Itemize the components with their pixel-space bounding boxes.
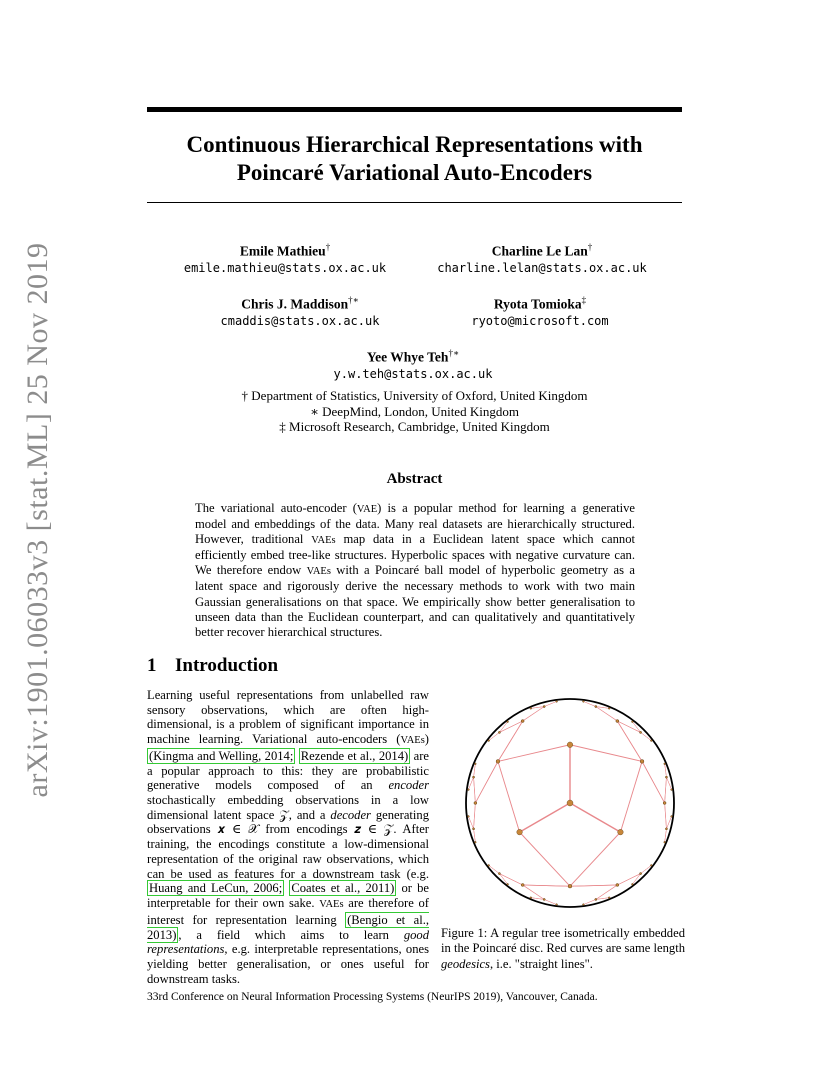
tree-node: [650, 865, 652, 867]
author-block-2: [392, 239, 692, 276]
citation-link[interactable]: Huang and LeCun, 2006;: [149, 881, 283, 896]
tree-node: [473, 776, 475, 778]
author-name: Charline Le Lan†: [491, 242, 593, 259]
tree-node: [521, 720, 524, 723]
arxiv-identifier-stamp: arXiv:1901.06033v3 [stat.ML] 25 Nov 2019: [21, 242, 54, 798]
tree-node: [530, 897, 532, 899]
tree-node: [616, 720, 619, 723]
geodesic-edge: [620, 761, 642, 832]
tree-node: [473, 828, 475, 830]
tree-node: [474, 802, 477, 805]
tree-node: [616, 884, 619, 887]
tree-node: [664, 763, 666, 765]
title-line-2: Poincaré Variational Auto-Encoders: [236, 160, 593, 185]
geodesic-edge: [523, 885, 570, 886]
tree-node: [475, 841, 477, 843]
citation-link[interactable]: (Bengio et al., 2013): [147, 912, 429, 942]
tree-node: [640, 760, 644, 764]
author-name: Yee Whye Teh†∗: [366, 348, 460, 365]
tree-node: [507, 721, 509, 723]
author-email[interactable]: emile.mathieu@stats.ox.ac.uk: [183, 260, 387, 275]
geodesic-edge: [570, 803, 620, 832]
tree-node: [671, 816, 673, 818]
geodesic-edge: [498, 745, 570, 762]
tree-node: [517, 829, 523, 835]
geodesic-edge: [665, 777, 667, 803]
geodesic-edge: [475, 761, 498, 803]
author-block-4: [390, 292, 690, 329]
geodesic-edge: [570, 832, 620, 886]
citation-link[interactable]: Rezende et al., 2014): [300, 748, 409, 763]
tree-node: [530, 708, 532, 710]
affiliations: [147, 388, 682, 435]
affiliation-oxford: † Department of Statistics, University of Oxford, United Kingdom: [241, 388, 588, 403]
figure-caption: Figure 1: A regular tree isometrically embedded in the Poincaré disc. Red curves are same length geodesics, i.e. "straight lines".: [441, 926, 685, 971]
tree-node: [567, 742, 573, 748]
conference-footer: 33rd Conference on Neural Information Processing Systems (NeurIPS 2019), Vancouver, Canada.: [147, 991, 598, 1003]
geodesic-edge: [570, 745, 642, 762]
tree-node: [595, 898, 597, 900]
title-bottom-rule: [147, 202, 682, 203]
geodesic-edge: [642, 761, 665, 803]
tree-node: [568, 884, 572, 888]
tree-node: [543, 706, 545, 708]
geodesic-edge: [570, 885, 617, 886]
citation-link[interactable]: (Kingma and Welling, 2014;: [149, 748, 294, 763]
tree-node: [498, 731, 500, 733]
author-name: Emile Mathieu†: [239, 242, 331, 259]
tree-node: [468, 789, 470, 791]
tree-node: [567, 800, 573, 806]
tree-node: [640, 731, 642, 733]
author-email[interactable]: ryoto@microsoft.com: [471, 313, 609, 328]
tree-node: [608, 708, 610, 710]
introduction-paragraph: Learning useful representations from unlabelled raw sensory observations, which are often high-dimensional, is a problem of significant importance in machine learning. Variational auto-encoders (VAEs) (Kingma and Welling, 2014; Rezende et al., 2014) are a popular approach to this: they are probabilistic generative models composed of an encoder stochastically embedding observations in a low dimensional latent space 𝒵, and a decoder generating observations 𝒙 ∈ 𝒳 from encodings 𝒛 ∈ 𝒵. After training, the encodings constitute a low-dimensional representation of the original raw observations, which can be used as features for a downstream task (e.g. Huang and LeCun, 2006; Coates et al., 2011) or be interpretable for their own sake. VAEs are therefore of interest for representation learning (Bengio et al., 2013) , a field which aims to learn good representations, e.g. interpretable representations, ones yielding better generalisation, or ones useful for downstream tasks.: [147, 688, 430, 986]
author-block-1: [135, 239, 435, 276]
paper-title: [147, 131, 682, 187]
tree-node: [498, 873, 500, 875]
geodesic-edge: [665, 803, 667, 829]
title-top-rule: [147, 107, 682, 112]
tree-node: [608, 897, 610, 899]
tree-node: [595, 706, 597, 708]
author-block-5: [263, 345, 563, 382]
tree-node: [488, 865, 490, 867]
tree-node: [488, 740, 490, 742]
tree-node: [665, 776, 667, 778]
tree-node: [650, 740, 652, 742]
figure-poincare-disc: [455, 688, 685, 918]
tree-node: [468, 816, 470, 818]
tree-node: [583, 904, 585, 906]
poincare-tree-graphic: [455, 688, 685, 918]
author-name: Ryota Tomioka‡: [493, 295, 587, 312]
abstract-text: The variational auto-encoder (VAE) is a popular method for learning a generative model and embeddings of the data. Many real datasets are hierarchically structured. However, traditional VAEs map data in a Euclidean latent space which cannot efficiently embed tree-like structures. Hyperbolic spaces with negative curvature can. We therefore endow VAEs with a Poincaré ball model of hyperbolic geometry as a latent space and rigorously derive the necessary methods to work with two main Gaussian generalisations on that space. We empirically show better generalisation to unseen data than the Euclidean counterpart, and can qualitatively and quantitatively better recover hierarchical structures.: [195, 501, 636, 639]
geodesic-edge: [520, 832, 570, 886]
tree-node: [618, 829, 624, 835]
tree-node: [521, 884, 524, 887]
tree-node: [640, 873, 642, 875]
tree-node: [496, 760, 500, 764]
tree-node: [583, 701, 585, 703]
citation-link[interactable]: Coates et al., 2011): [291, 881, 395, 896]
tree-node: [671, 789, 673, 791]
tree-node: [665, 828, 667, 830]
geodesic-edge: [498, 761, 520, 832]
author-email[interactable]: cmaddis@stats.ox.ac.uk: [220, 313, 380, 328]
tree-node: [475, 763, 477, 765]
tree-node: [507, 883, 509, 885]
geodesic-edge: [520, 803, 570, 832]
tree-node: [543, 898, 545, 900]
author-name: Chris J. Maddison†∗: [241, 295, 359, 312]
geodesic-edge: [474, 803, 476, 829]
tree-node: [632, 721, 634, 723]
abstract-heading: Abstract: [386, 471, 443, 487]
tree-node: [664, 841, 666, 843]
tree-node: [556, 701, 558, 703]
title-line-1: Continuous Hierarchical Representations with: [186, 132, 643, 157]
section-heading-introduction: 1 Introduction: [147, 655, 279, 676]
tree-node: [663, 802, 666, 805]
affiliation-deepmind: ∗ DeepMind, London, United Kingdom: [310, 403, 519, 419]
author-email[interactable]: y.w.teh@stats.ox.ac.uk: [333, 366, 493, 381]
affiliation-microsoft: ‡ Microsoft Research, Cambridge, United Kingdom: [279, 419, 550, 434]
author-email[interactable]: charline.lelan@stats.ox.ac.uk: [437, 260, 647, 275]
tree-node: [632, 883, 634, 885]
geodesic-edge: [474, 777, 476, 803]
tree-node: [556, 904, 558, 906]
